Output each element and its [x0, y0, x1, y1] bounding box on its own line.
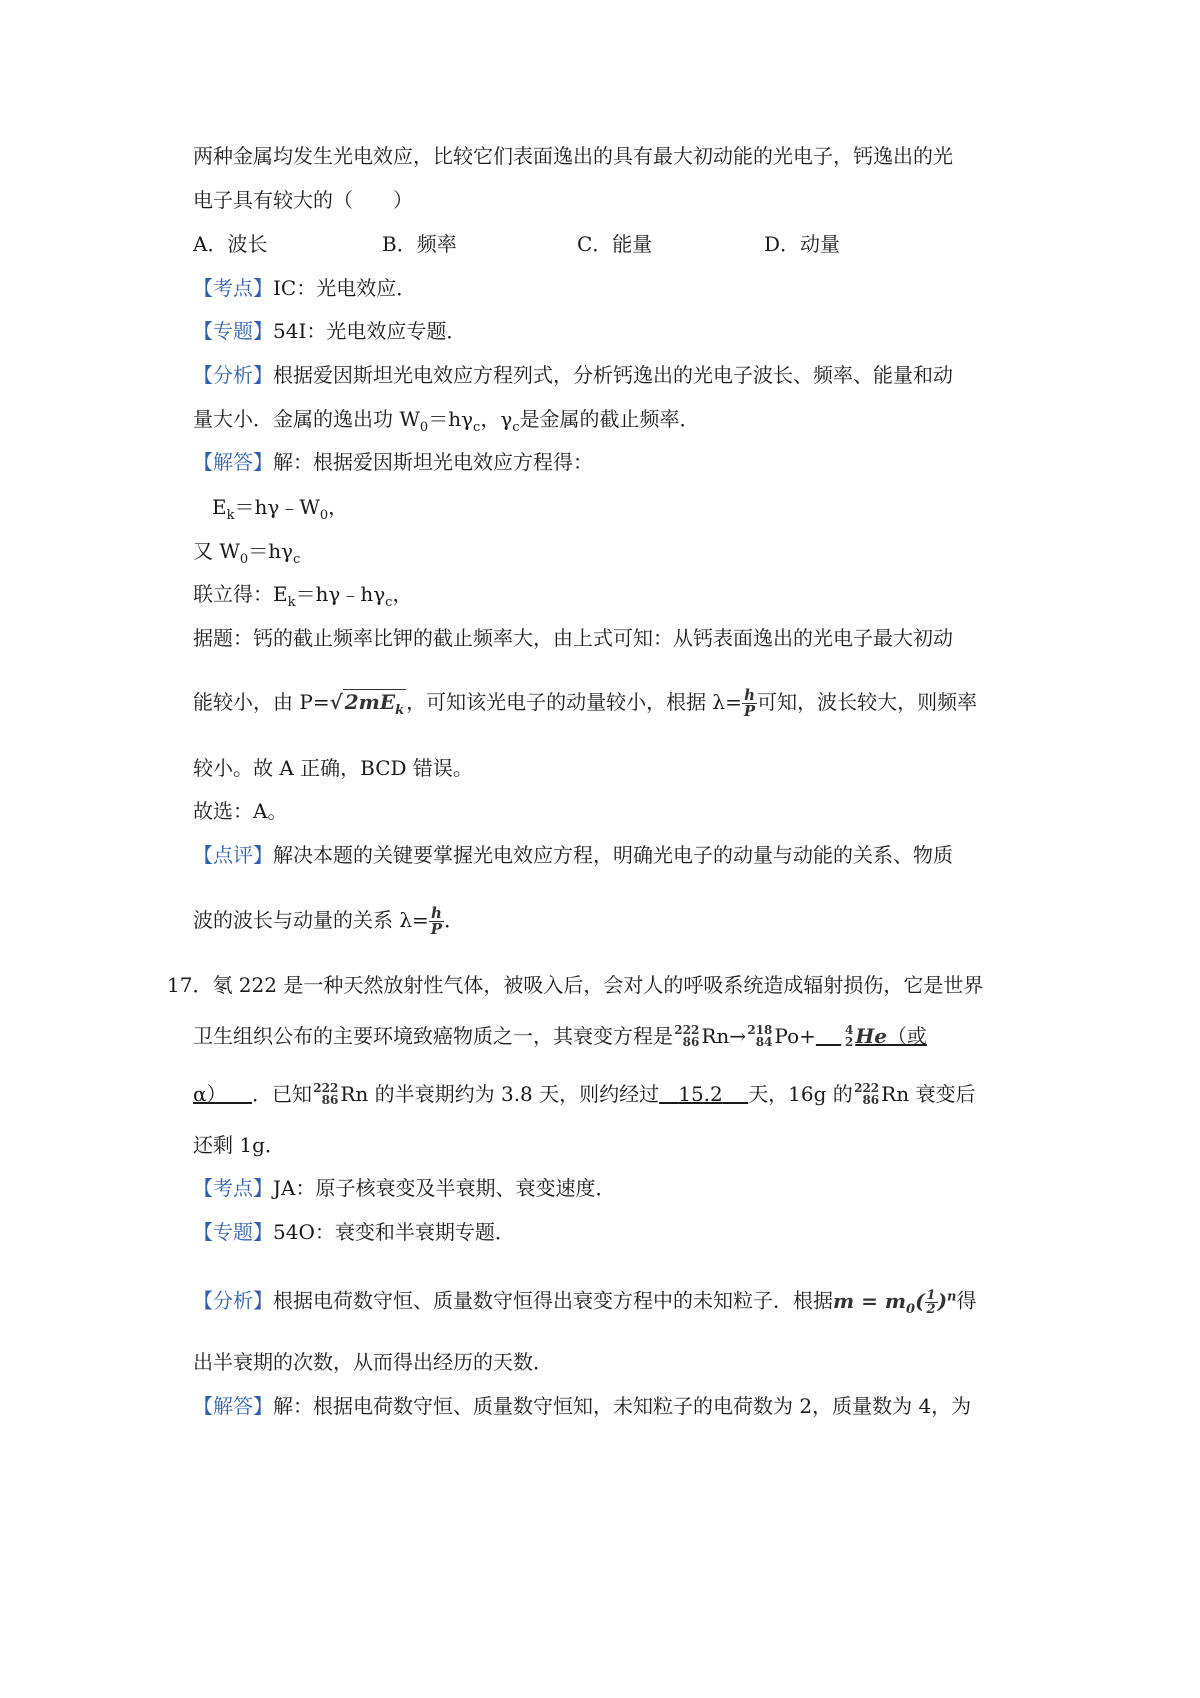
- option-d: D．动量: [764, 232, 841, 256]
- fraction-h-over-p: $\frac{h}{P}$: [430, 904, 443, 938]
- kaodian-line: [193, 274, 416, 302]
- zhuanti-line: 【专题】54O：衰变和半衰期专题．: [193, 1220, 515, 1244]
- nuclide-notation: 222 86: [674, 1023, 700, 1049]
- zhuanti-tag: 【专题】: [193, 1220, 273, 1244]
- fenxi-line-2: 量大小．金属的逸出功 $W_0=h\gamma_c$，$\gamma_c$是金属的截止频率．: [193, 407, 700, 435]
- option-a: A．波长: [193, 232, 268, 256]
- zhuanti-line: [193, 317, 466, 345]
- equation-2: 又 $W_0=h\gamma_c$: [193, 539, 301, 567]
- question-stem: 电子具有较大的（ ）: [193, 188, 413, 212]
- para-line: 故选：A。: [193, 799, 288, 823]
- question-17-line: 卫生组织公布的主要环境致癌物质之一，其衰变方程是 222 86 Rn→ 218 84 Po+ 4 2 He（或: [193, 1023, 927, 1049]
- para-line: 两种金属均发生光电效应，比较它们表面逸出的具有最大初动能的光电子，钙逸出的光: [193, 144, 953, 168]
- nuclide-notation: 218 84: [747, 1023, 773, 1049]
- question-17-line: α） ．已知 222 86 Rn 的半衰期约为 3.8 天，则约经过 15.2 天，16g 的 222 86 Rn 衰变后: [193, 1081, 976, 1107]
- fenxi-line: 【分析】根据电荷数守恒、质量数守恒得出衰变方程中的未知粒子．根据$m = m_0$( $\frac{1}{2}$ )$^n$得: [193, 1287, 977, 1317]
- zhuanti-tag: 【专题】: [193, 319, 273, 343]
- fenxi-text: 根据爱因斯坦光电效应方程列式，分析钙逸出的光电子波长、频率、能量和动: [273, 363, 953, 387]
- option-c: C．能量: [577, 232, 653, 256]
- para-line: 能较小，由 P=√ $2mE_k$ ，可知该光电子的动量较小，根据 λ= $\frac{h}{P}$ 可知，波长较大，则频率: [193, 688, 977, 725]
- nuclide-notation: 222 86: [854, 1081, 880, 1107]
- para-line: 出半衰期的次数，从而得出经历的天数．: [193, 1350, 553, 1374]
- fraction-h-over-p: $\frac{h}{P}$: [743, 686, 756, 720]
- answer-blank: 4 2 He（或: [816, 1024, 927, 1048]
- equation-3: 联立得：$E_k=h\gamma﹣h\gamma_c$，: [193, 582, 413, 610]
- jieda-text: 解：根据爱因斯坦光电效应方程得：: [273, 450, 593, 474]
- nuclide-notation: 4 2: [844, 1023, 854, 1049]
- sqrt-formula: √ $2mE_k$: [329, 690, 405, 718]
- fenxi-tag: 【分析】: [193, 1288, 273, 1313]
- jieda-line: 【解答】解：根据电荷数守恒、质量数守恒知，未知粒子的电荷数为 2，质量数为 4，为: [193, 1394, 972, 1418]
- jieda-tag: 【解答】: [193, 450, 273, 474]
- question-17-line: 还剩 1g．: [193, 1133, 285, 1157]
- para-line: 据题：钙的截止频率比钾的截止频率大，由上式可知：从钙表面逸出的光电子最大初动: [193, 626, 953, 650]
- jieda-tag: 【解答】: [193, 1394, 273, 1418]
- fenxi-tag: 【分析】: [193, 363, 273, 387]
- para-line: 较小。故 A 正确，BCD 错误。: [193, 756, 473, 780]
- nuclide-notation: 222 86: [313, 1081, 339, 1107]
- kaodian-tag: 【考点】: [193, 276, 273, 300]
- option-b: B．频率: [382, 232, 457, 256]
- para-line: 波的波长与动量的关系 λ= $\frac{h}{P}$ ．: [193, 904, 465, 938]
- dianping-text: 解决本题的关键要掌握光电效应方程，明确光电子的动量与动能的关系、物质: [273, 843, 953, 867]
- kaodian-text: IC：光电效应．: [273, 276, 417, 300]
- fenxi-line-1: [193, 361, 953, 389]
- kaodian-tag: 【考点】: [193, 1176, 273, 1200]
- kaodian-line: 【考点】JA：原子核衰变及半衰期、衰变速度．: [193, 1176, 616, 1200]
- decay-formula: $m = m_0$( $\frac{1}{2}$ )$^n$: [833, 1287, 957, 1317]
- dianping-line: [193, 841, 953, 869]
- zhuanti-text: 54I：光电效应专题．: [273, 319, 467, 343]
- equation-1: $E_k=h\gamma﹣W_0$，: [212, 495, 349, 523]
- question-17-line: 17．氡 222 是一种天然放射性气体，被吸入后，会对人的呼吸系统造成辐射损伤，它是世界: [167, 973, 984, 997]
- dianping-tag: 【点评】: [193, 843, 273, 867]
- jieda-line: [193, 448, 593, 476]
- answer-blank: 15.2: [678, 1082, 723, 1106]
- answer-blank: α）: [193, 1082, 227, 1106]
